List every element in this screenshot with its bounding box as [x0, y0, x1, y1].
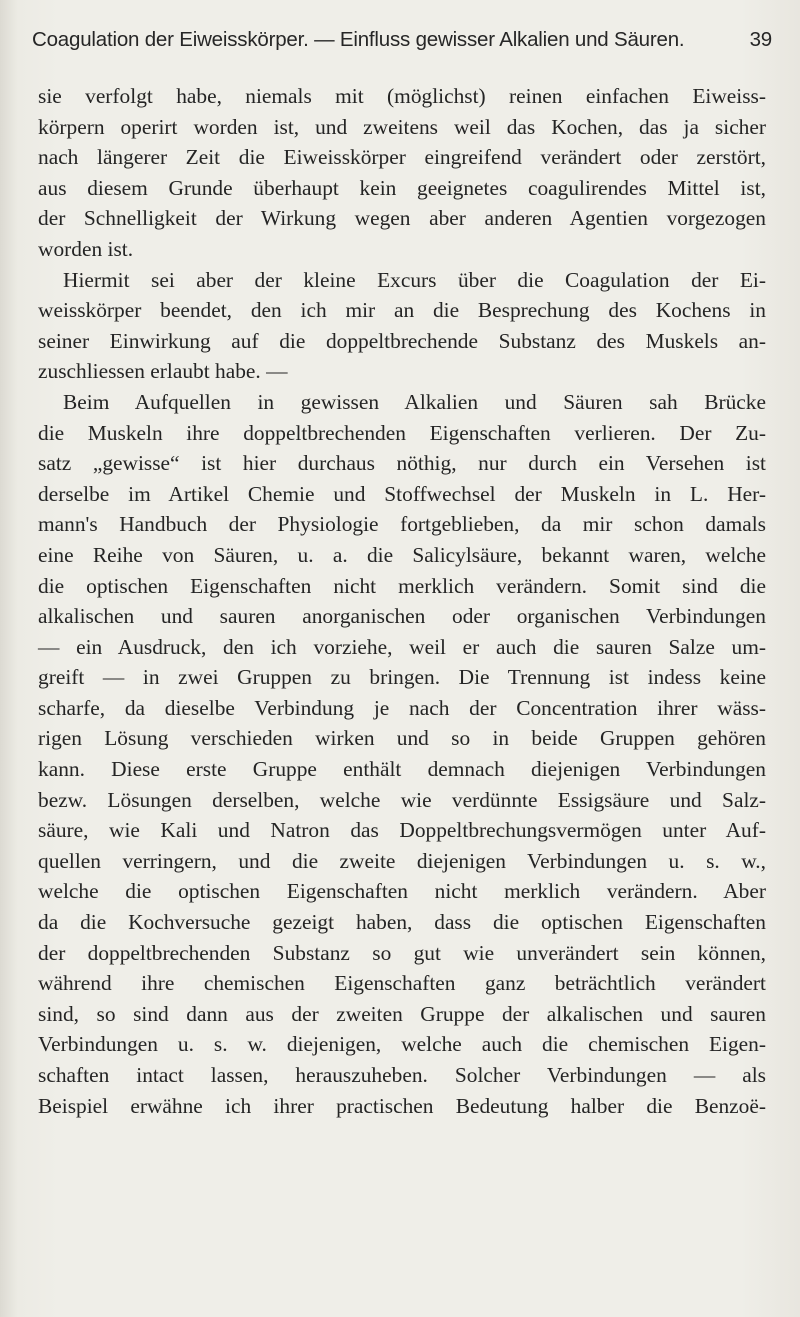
text-line: aus diesem Grunde überhaupt kein geeignetes coagulirendes Mittel ist,: [38, 175, 766, 200]
text-line: derselbe im Artikel Chemie und Stoffwechsel der Muskeln in L. Her-: [38, 481, 766, 506]
text-line: bezw. Lösungen derselben, welche wie verdünnte Essigsäure und Salz-: [38, 787, 766, 812]
text-line: nach längerer Zeit die Eiweisskörper eingreifend verändert oder zerstört,: [38, 145, 766, 170]
text-line: körpern operirt worden ist, und zweitens weil das Kochen, das ja sicher: [38, 114, 766, 139]
text-line: säure, wie Kali und Natron das Doppeltbrechungsvermögen unter Auf-: [38, 818, 766, 843]
text-line: worden ist.: [38, 236, 134, 261]
text-line: rigen Lösung verschieden wirken und so in beide Gruppen gehören: [38, 726, 766, 751]
text-line: der doppeltbrechenden Substanz so gut wie unverändert sein können,: [38, 940, 766, 965]
text-line: satz „gewisse“ ist hier durchaus nöthig, nur durch ein Versehen ist: [38, 451, 766, 476]
text-line: der Schnelligkeit der Wirkung wegen aber anderen Agentien vorgezogen: [38, 206, 766, 231]
text-line: — ein Ausdruck, den ich vorziehe, weil er auch die sauren Salze um-: [38, 634, 766, 659]
paragraph-start-line: Hiermit sei aber der kleine Excurs über die Coagulation der Ei-: [63, 267, 766, 292]
paragraph-start-line: Beim Aufquellen in gewissen Alkalien und Säuren sah Brücke: [63, 389, 766, 414]
text-line: eine Reihe von Säuren, u. a. die Salicylsäure, bekannt waren, welche: [38, 542, 766, 567]
text-line: greift — in zwei Gruppen zu bringen. Die Trennung ist indess keine: [38, 665, 766, 690]
text-line: da die Kochversuche gezeigt haben, dass die optischen Eigenschaften: [38, 910, 766, 935]
text-line: schaften intact lassen, herauszuheben. Solcher Verbindungen — als: [38, 1063, 766, 1087]
text-line: quellen verringern, und die zweite diejenigen Verbindungen u. s. w.,: [38, 848, 766, 873]
text-line: während ihre chemischen Eigenschaften ganz beträchtlich verändert: [38, 971, 766, 996]
text-line: sind, so sind dann aus der zweiten Gruppe der alkalischen und sauren: [38, 1001, 766, 1026]
page-header: [32, 28, 772, 58]
page-number: 39: [749, 28, 772, 51]
text-line: kann. Diese erste Gruppe enthält demnach diejenigen Verbindungen: [38, 757, 766, 782]
text-line: seiner Einwirkung auf die doppeltbrechende Substanz des Muskels an-: [38, 328, 766, 353]
body-text: [38, 81, 766, 1121]
text-line: sie verfolgt habe, niemals mit (möglichst) reinen einfachen Eiweiss-: [38, 84, 766, 108]
text-line: alkalischen und sauren anorganischen oder organischen Verbindungen: [38, 604, 766, 629]
running-head: Coagulation der Eiweisskörper. — Einfluss gewisser Alkalien und Säuren.: [32, 28, 685, 51]
text-line: scharfe, da dieselbe Verbindung je nach der Concentration ihrer wäss-: [38, 695, 766, 720]
text-line: weisskörper beendet, den ich mir an die Besprechung des Kochens in: [38, 298, 766, 323]
text-line: zuschliessen erlaubt habe. —: [38, 359, 288, 384]
text-line: Verbindungen u. s. w. diejenigen, welche auch die chemischen Eigen-: [38, 1032, 766, 1057]
text-line: die Muskeln ihre doppeltbrechenden Eigenschaften verlieren. Der Zu-: [38, 420, 766, 445]
text-line: mann's Handbuch der Physiologie fortgeblieben, da mir schon damals: [38, 512, 766, 537]
text-line: welche die optischen Eigenschaften nicht merklich verändern. Aber: [38, 879, 766, 904]
text-line: die optischen Eigenschaften nicht merklich verändern. Somit sind die: [38, 573, 766, 598]
text-line: Beispiel erwähne ich ihrer practischen Bedeutung halber die Benzoë-: [38, 1093, 766, 1118]
